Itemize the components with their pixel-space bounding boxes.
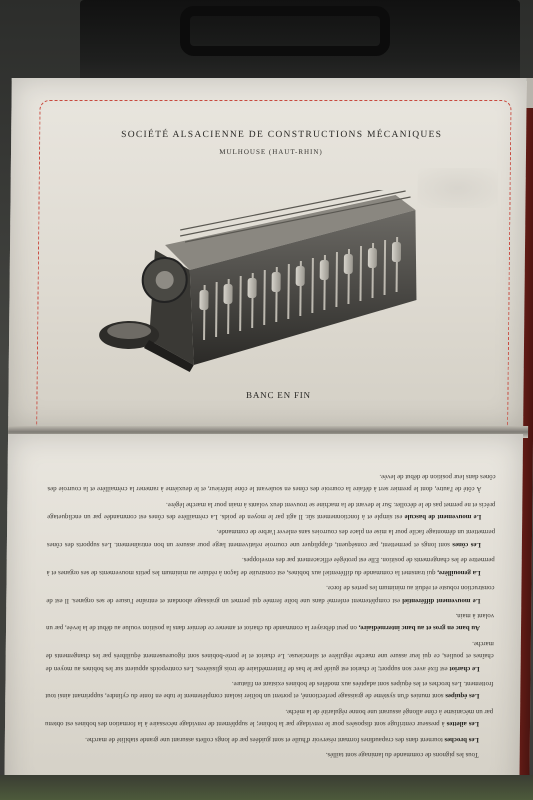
open-book	[4, 78, 533, 800]
binder-case	[80, 0, 520, 85]
paragraph-lead: Les ailettes	[446, 720, 480, 728]
paragraph-text: sont longs et permettent, par conséquent, d'appliquer une courroie relativement large pour assurer un bon entraînement. Les supports des cônes permettent un démontage facile pour la mise en place des courroies sans enlever l'arbre de commande.	[46, 528, 496, 548]
paragraph-lead: Les équipes	[445, 692, 480, 700]
binder-handle	[180, 6, 390, 56]
body-paragraph	[46, 581, 494, 606]
paragraph-text: tournent dans des crapaudines formant réservoir d'huile et sont guidées par de longs collets assurant une grande stabilité de marche.	[85, 735, 443, 743]
body-paragraph	[47, 469, 495, 494]
paragraph-text: à presseur centrifuge sont disposées pour le renvidage par la bobine; le supplément de renvidage nécessaire à la formation des bobines est obtenu par un mécanisme à cône allongé assurant une bonne régularité de la mèche.	[44, 707, 494, 728]
paragraph-text: À côté de l'autre, dont le premier sert à défaire la courroie des cônes en soulevant le cône inférieur, et le deuxième à ramener la crémaillère et la courroie des cônes dans leur position de début de levée.	[47, 472, 496, 493]
body-paragraph	[45, 732, 493, 744]
paragraph-text: on peut débrayer la commande du chariot et amener ce dernier dans la position voulue au début de la levée, par un volant à main.	[45, 611, 495, 632]
floor-surface	[0, 775, 533, 800]
spinning-frame-illustration	[94, 190, 446, 380]
body-paragraph	[47, 525, 495, 550]
body-paragraph	[45, 748, 493, 760]
paragraph-lead: Les cônes	[452, 540, 481, 548]
paragraph-text: est complètement enfermé dans une boîte fermée qui permet un graissage abondant et entraîne l'usure de ses organes. Il est de construction robuste et réduit au minimum les pertes de force.	[46, 584, 495, 604]
paragraph-lead: Les broches	[444, 735, 479, 743]
illustration-page	[8, 78, 527, 430]
paragraph-text: est simple et à fonctionnement sûr. Il agit par le moyen de poids. La crémaillère des cônes est commandée par un encliquetage précis et ne permet pas de le décoller. Sur le devant de la machine se trouvent deux volants à main pour la marche légère.	[47, 500, 496, 521]
paragraph-lead: Le chariot	[449, 664, 480, 672]
body-paragraph	[46, 636, 494, 673]
paragraph-text: Tous les pignons de commande du laminage sont taillés.	[325, 751, 479, 758]
body-paragraph	[45, 704, 493, 729]
company-heading: SOCIÉTÉ ALSACIENNE DE CONSTRUCTIONS MÉCANIQUES	[121, 130, 443, 140]
city-subheading: MULHOUSE (HAUT-RHIN)	[219, 148, 323, 156]
paragraph-lead: La genouillère,	[437, 568, 481, 576]
paragraph-text: est fixé avec son support; le chariot est guidé par le bas de l'intermédiaire de trois glissières. Les contrepoids appuient sur les bobines au moyen de chaînes et poulies, ce qui leur assure une marche régulière et silencieuse. Le chariot et le porte-bobines sont rigoureusement équilibrés par les changements de marche.	[45, 639, 494, 672]
body-paragraph	[47, 553, 495, 578]
paragraph-lead: Le mouvement de bascule	[404, 513, 482, 521]
body-paragraph	[45, 677, 493, 702]
illustration-caption: BANC EN FIN	[246, 390, 311, 400]
body-paragraph	[46, 609, 494, 634]
paragraph-text: sont munies d'un système de graissage perfectionné, et portent un boîtier isolant complètement le tube en fonte du cylindre, supprimant ainsi tout frottement. Les broches et les équipes sont adaptées aux modèles de bobines existant en filature.	[45, 679, 494, 700]
paragraph-lead: Le mouvement différentiel	[402, 596, 481, 604]
body-paragraph	[47, 497, 495, 522]
paragraph-lead: Au banc en gros et au banc intermédiaire,	[358, 624, 481, 632]
upside-down-text-body	[45, 450, 496, 760]
paragraph-text: qui transmet la commande du différentiel aux bobines, est construite de façon à réduire au minimum les petits mouvements de ses organes et à permettre de les changements de position. Elle est protégée efficacement par des enveloppes.	[46, 556, 495, 576]
